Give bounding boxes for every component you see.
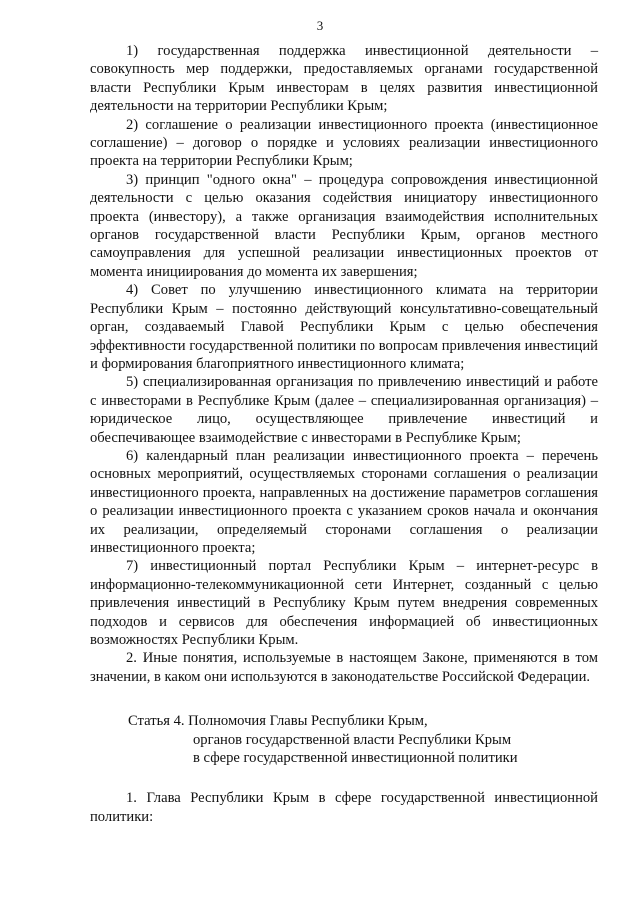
definition-6: 6) календарный план реализации инвестиционного проекта – перечень основных мероприятий, осуществляемых сторонами соглашения о реализации инвестиционного проекта, направленных на достижение параметров соглашения о реализации инвестиционного проекта с указанием сроков начала и окончания их реализации, определяемый сторонами соглашения о реализации инвестиционного проекта; <box>90 447 598 556</box>
article-heading-line-2: органов государственной власти Республики Крым <box>193 731 512 748</box>
definition-2: 2) соглашение о реализации инвестиционного проекта (инвестиционное соглашение) – договор о порядке и условиях реализации инвестиционного проекта на территории Республики Крым; <box>90 116 598 170</box>
article-4-paragraph-1: 1. Глава Республики Крым в сфере государственной инвестиционной политики: <box>90 790 598 825</box>
other-terms-paragraph: 2. Иные понятия, используемые в настоящем Законе, применяются в том значении, в каком они используются в законодательстве Российской Федерации. <box>90 650 598 685</box>
definition-5: 5) специализированная организация по привлечению инвестиций и работе с инвесторами в Республике Крым (далее – специализированная организация) – юридическое лицо, осуществляющее привлечение инвестиций и обеспечивающее взаимодействие с инвесторами в Республике Крым; <box>90 374 598 446</box>
article-heading-line-1: Статья 4. Полномочия Главы Республики Крым, <box>128 713 428 730</box>
definition-1: 1) государственная поддержка инвестиционной деятельности – совокупность мер поддержки, предоставляемых органами государственной власти Республики Крым инвесторам в целях развития инвестиционной деятельности на территории Республики Крым; <box>90 43 598 115</box>
article-heading-line-3: в сфере государственной инвестиционной политики <box>193 750 518 767</box>
article-4-heading <box>90 712 598 767</box>
page-number: 3 <box>316 18 324 33</box>
definition-7: 7) инвестиционный портал Республики Крым – интернет-ресурс в информационно-телекоммуникационной сети Интернет, созданный с целью привлечения инвестиций в Республику Крым путем внедрения современных подходов и сервисов для обеспечения информацией об инвестиционных возможностях Республики Крым. <box>90 558 598 648</box>
definition-3: 3) принцип "одного окна" – процедура сопровождения инвестиционной деятельности с целью оказания содействия инициатору инвестиционного проекта (инвестору), а также организация взаимодействия исполнительных органов государственной власти Республики Крым, органов местного самоуправления для успешной реализации инвестиционных проектов от момента инициирования до момента их завершения; <box>90 171 598 280</box>
document-body <box>90 42 598 826</box>
definition-4: 4) Совет по улучшению инвестиционного климата на территории Республики Крым – постоянно действующий консультативно-совещательный орган, создаваемый Главой Республики Крым с целью обеспечения эффективности государственной политики по вопросам привлечения инвестиций и формирования благоприятного инвестиционного климата; <box>90 282 598 372</box>
